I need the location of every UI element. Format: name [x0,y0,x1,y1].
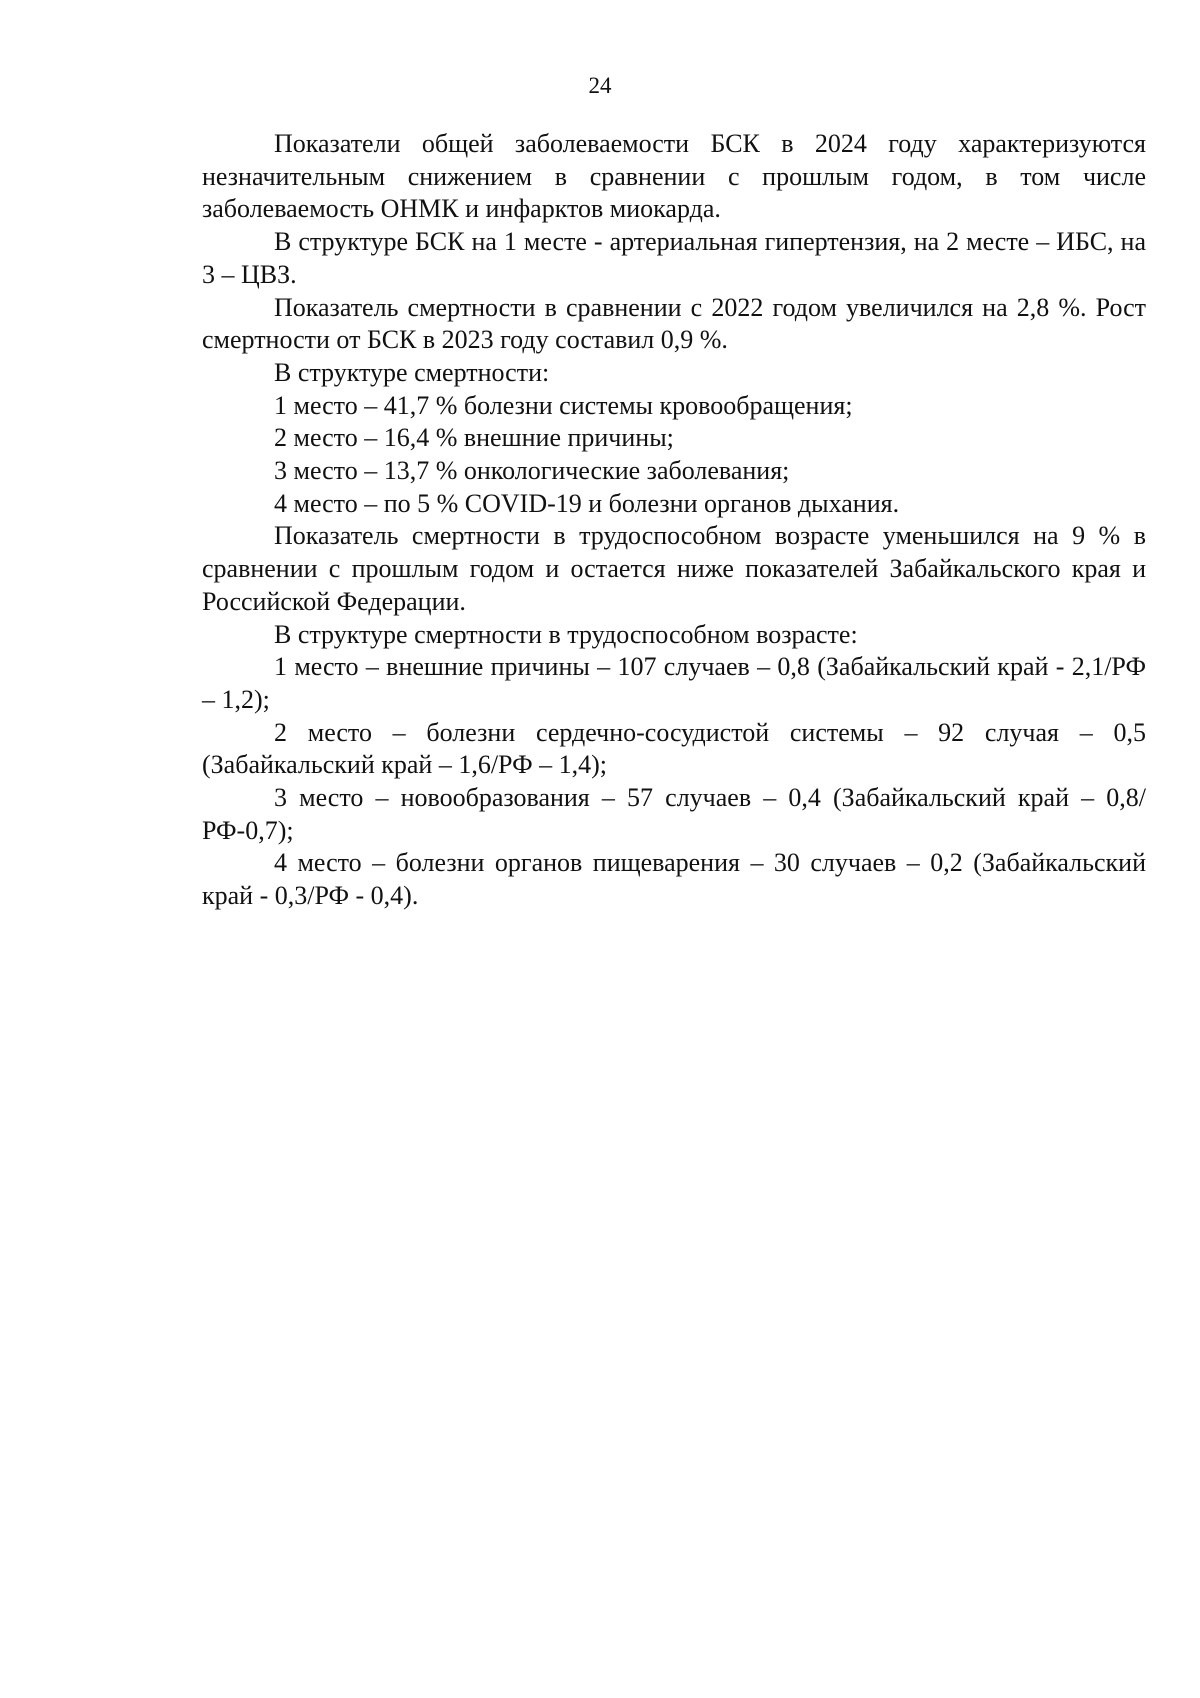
paragraph-mortality-structure-heading: В структуре смертности: [274,357,550,387]
list-item-working-age-3: 3 место – новообразования – 57 случаев – 0,4 (Забайкальский край – 0,8/РФ-0,7); [202,783,1146,845]
page-number: 24 [588,73,612,98]
list-item-working-age-4: 4 место – болезни органов пищеварения – 30 случаев – 0,2 (Забайкальский край - 0,3/РФ - 0,4). [202,848,1146,911]
paragraph-working-age-mortality: Показатель смертности в трудоспособном возрасте уменьшился на 9 % в сравнении с прошлым годом и остается ниже показателей Забайкальского края и Российской Федерации. [202,521,1146,616]
paragraph-working-age-structure-heading: В структуре смертности в трудоспособном возрасте: [274,619,858,649]
list-item-mortality-4: 4 место – по 5 % COVID-19 и болезни органов дыхания. [274,488,900,518]
paragraph-morbidity-trend: Показатели общей заболеваемости БСК в 2024 году характеризуются незначительным снижением в сравнении с прошлым годом, в том числе заболеваемость ОНМК и инфарктов миокарда. [202,129,1146,224]
list-item-mortality-3: 3 место – 13,7 % онкологические заболевания; [274,456,790,486]
list-item-mortality-2: 2 место – 16,4 % внешние причины; [274,423,674,453]
document-body [202,128,1146,913]
list-item-working-age-1: 1 место – внешние причины – 107 случаев – 0,8 (Забайкальский край - 2,1/РФ – 1,2); [202,652,1146,714]
paragraph-bsk-structure: В структуре БСК на 1 месте - артериальная гипертензия, на 2 месте – ИБС, на 3 – ЦВЗ. [202,227,1146,289]
paragraph-mortality-change: Показатель смертности в сравнении с 2022 годом увеличился на 2,8 %. Рост смертности от БСК в 2023 году составил 0,9 %. [202,292,1146,355]
list-item-working-age-2: 2 место – болезни сердечно-сосудистой системы – 92 случая – 0,5 (Забайкальский край – 1,6/РФ – 1,4); [202,717,1146,780]
list-item-mortality-1: 1 место – 41,7 % болезни системы кровообращения; [274,390,853,420]
